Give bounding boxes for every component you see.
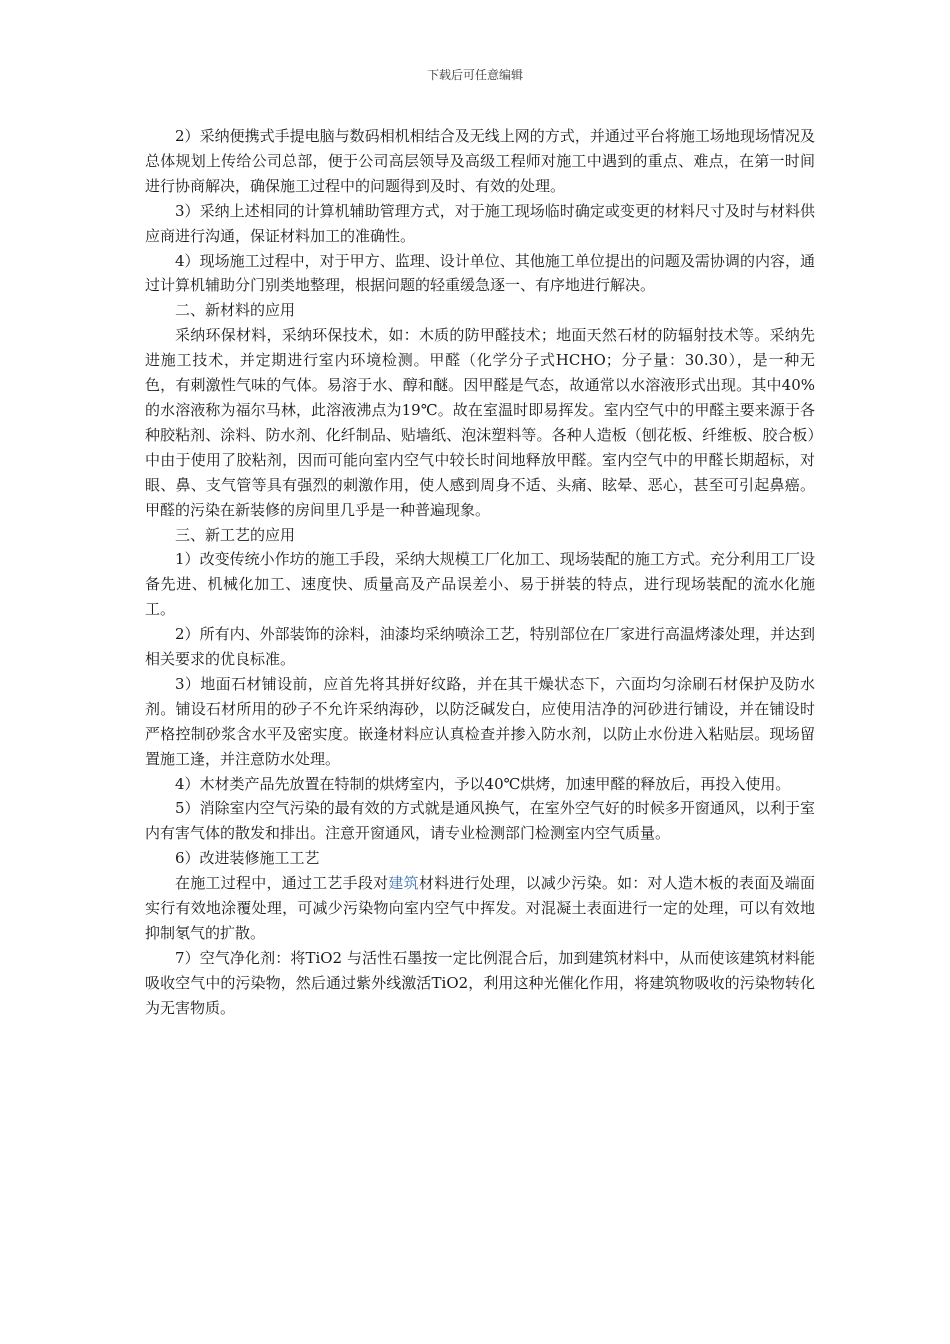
paragraph-process-2: 2）所有内、外部装饰的涂料，油漆均采纳喷涂工艺，特别部位在厂家进行高温烤漆处理，并达到相关要求的优良标准。: [145, 625, 815, 669]
paragraph-construction-process: [145, 871, 815, 946]
paragraph-item-3: 3）采纳上述相同的计算机辅助管理方式，对于施工现场临时确定或变更的材料尺寸及时与材料供应商进行沟通，保证材料加工的准确性。: [145, 201, 815, 245]
paragraph-process-1: 1）改变传统小作坊的施工手段，采纳大规模工厂化加工、现场装配的施工方式。充分利用工厂设备先进、机械化加工、速度快、质量高及产品误差小、易于拼装的特点，进行现场装配的流水化施工。: [145, 550, 815, 619]
section-heading-new-processes: 三、新工艺的应用: [175, 525, 296, 544]
paragraph-process-5: 5）消除室内空气污染的最有效的方式就是通风换气，在室外空气好的时候多开窗通风，以利于室内有害气体的散发和排出。注意开窗通风，请专业检测部门检测室内空气质量。: [145, 799, 815, 843]
paragraph-text-before-link: 在施工过程中，通过工艺手段对: [175, 874, 389, 893]
paragraph-process-4: 4）木材类产品先放置在特制的烘烤室内，予以40℃烘烤，加速甲醛的释放后，再投入使用。: [175, 774, 791, 793]
section-heading-new-materials: 二、新材料的应用: [175, 301, 296, 320]
document-body: [145, 124, 815, 1021]
paragraph-process-6: 6）改进装修施工工艺: [175, 849, 320, 868]
paragraph-formaldehyde: 采纳环保材料，采纳环保技术，如：木质的防甲醛技术；地面天然石材的防辐射技术等。采纳先进施工技术，并定期进行室内环境检测。甲醛（化学分子式HCHO；分子量：30.30），是一种无色，有刺激性气味的气体。易溶于水、醇和醚。因甲醛是气态，故通常以水溶液形式出现。其中40%的水溶液称为福尔马林，此溶液沸点为19℃。故在室温时即易挥发。室内空气中的甲醛主要来源于各种胶粘剂、涂料、防水剂、化纤制品、贴墙纸、泡沫塑料等。各种人造板（刨花板、纤维板、胶合板）中由于使用了胶粘剂，因而可能向室内空气中较长时间地释放甲醛。室内空气中的甲醛长期超标，对眼、鼻、支气管等具有强烈的刺激作用，使人感到周身不适、头痛、眩晕、恶心，甚至可引起鼻癌。甲醛的污染在新装修的房间里几乎是一种普遍现象。: [145, 326, 815, 519]
page-header: 下载后可任意编辑: [426, 68, 523, 82]
paragraph-item-4: 4）现场施工过程中，对于甲方、监理、设计单位、其他施工单位提出的问题及需协调的内容，通过计算机辅助分门别类地整理，根据问题的轻重缓急逐一、有序地进行解决。: [145, 251, 815, 295]
paragraph-process-7: 7）空气净化剂：将TiO2 与活性石墨按一定比例混合后，加到建筑材料中，从而使该建筑材料能吸收空气中的污染物，然后通过紫外线激活TiO2，利用这种光催化作用，将建筑物吸收的污染物转化为无害物质。: [145, 948, 815, 1017]
construction-link[interactable]: 建筑: [388, 874, 419, 893]
paragraph-item-2: 2）采纳便携式手提电脑与数码相机相结合及无线上网的方式，并通过平台将施工场地现场情况及总体规划上传给公司总部，便于公司高层领导及高级工程师对施工中遇到的重点、难点，在第一时间进行协商解决，确保施工过程中的问题得到及时、有效的处理。: [145, 127, 815, 195]
paragraph-text-after-link: 材料进行处理，以减少污染。如：对人造木板的表面及端面实行有效地涂覆处理，可减少污染物向室内空气中挥发。对混凝土表面进行一定的处理，可以有效地抑制氡气的扩散。: [145, 874, 815, 942]
paragraph-process-3: 3）地面石材铺设前，应首先将其拼好纹路，并在其干燥状态下，六面均匀涂刷石材保护及防水剂。铺设石材所用的砂子不允许采纳海砂，以防泛碱发白，应使用洁净的河砂进行铺设，并在铺设时严格控制砂浆含水平及密实度。嵌逢材料应认真检查并掺入防水剂，以防止水份进入粘贴层。现场留置施工逢，并注意防水处理。: [145, 674, 815, 768]
